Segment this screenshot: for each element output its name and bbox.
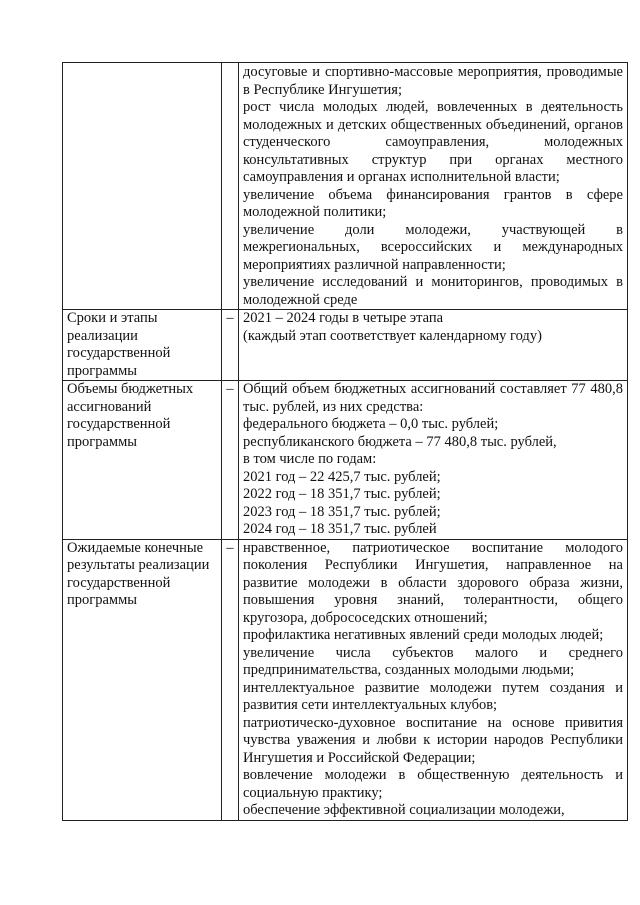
row-label-cell <box>63 539 222 820</box>
text-line: 2021 год – 22 425,7 тыс. рублей; <box>243 468 441 485</box>
text-line: 2022 год – 18 351,7 тыс. рублей; <box>243 486 441 502</box>
text-line: увеличение объема финансирования грантов в сфере молодежной политики; <box>243 186 623 220</box>
row-content-cell <box>239 63 628 310</box>
row-label-cell <box>63 381 222 540</box>
text-line: увеличение числа субъектов малого и среднего предпринимательства, созданных молодыми людьми; <box>243 644 623 678</box>
row-label-cell <box>63 310 222 381</box>
row-content-cell <box>239 539 628 820</box>
dash-cell <box>222 381 239 540</box>
row-label: Ожидаемые конечные результаты реализации государственной программы <box>67 539 210 608</box>
text-line: рост числа молодых людей, вовлеченных в деятельность молодежных и детских общественных объединений, органов студенческого самоуправления, молодежных консультативных структур при органах местного самоуправления и органах исполнительной власти; <box>243 99 623 185</box>
text-line: досуговые и спортивно-массовые мероприятия, проводимые в Республике Ингушетия; <box>243 64 623 98</box>
text-line: профилактика негативных явлений среди молодых людей; <box>243 627 604 643</box>
text-line: нравственное, патриотическое воспитание молодого поколения Республики Ингушетия, направленное на развитие молодежи в области здорового образа жизни, повышения уровня знаний, толерантности, общего кругозора, добрососедских отношений; <box>243 539 623 626</box>
dash-mark: – <box>226 310 234 326</box>
dash-mark: – <box>226 539 234 556</box>
table-row-expected-results <box>63 539 628 820</box>
text-line: республиканского бюджета – 77 480,8 тыс. рублей, <box>243 433 557 450</box>
text-line: Общий объем бюджетных ассигнований составляет 77 480,8 тыс. рублей, из них средства: <box>243 381 623 415</box>
text-line: в том числе по годам: <box>243 451 377 467</box>
row-label: Сроки и этапы реализации государственной программы <box>67 310 171 379</box>
text-line: (каждый этап соответствует календарному году) <box>243 327 542 344</box>
text-line: интеллектуальное развитие молодежи путем создания и развития сети интеллектуальных клубов; <box>243 679 623 713</box>
row-label: Объемы бюджетных ассигнований государственной программы <box>67 381 194 450</box>
table-row-timing <box>63 310 628 381</box>
table-row-budget <box>63 381 628 540</box>
text-line: патриотическо-духовное воспитание на основе привития чувства уважения и любви к истории народов Республики Ингушетия и Российской Федерации; <box>243 714 623 766</box>
text-line: увеличение исследований и мониторингов, проводимых в молодежной среде <box>243 274 623 308</box>
row-label-cell <box>63 63 222 310</box>
dash-cell <box>222 310 239 381</box>
dash-mark: – <box>226 381 234 397</box>
dash-cell <box>222 539 239 820</box>
text-line: вовлечение молодежи в общественную деятельность и социальную практику; <box>243 767 623 801</box>
table-row-results-continued <box>63 63 628 310</box>
program-passport-table <box>62 62 628 821</box>
text-line: 2024 год – 18 351,7 тыс. рублей <box>243 521 437 537</box>
text-line: обеспечение эффективной социализации молодежи, <box>243 802 565 818</box>
dash-cell <box>222 63 239 310</box>
row-content-cell <box>239 310 628 381</box>
row-content-cell <box>239 381 628 540</box>
text-line: федерального бюджета – 0,0 тыс. рублей; <box>243 416 499 432</box>
text-line: 2023 год – 18 351,7 тыс. рублей; <box>243 503 441 520</box>
text-line: увеличение доли молодежи, участвующей в межрегиональных, всероссийских и международных мероприятиях различной направленности; <box>243 221 623 273</box>
text-line: 2021 – 2024 годы в четыре этапа <box>243 310 444 326</box>
